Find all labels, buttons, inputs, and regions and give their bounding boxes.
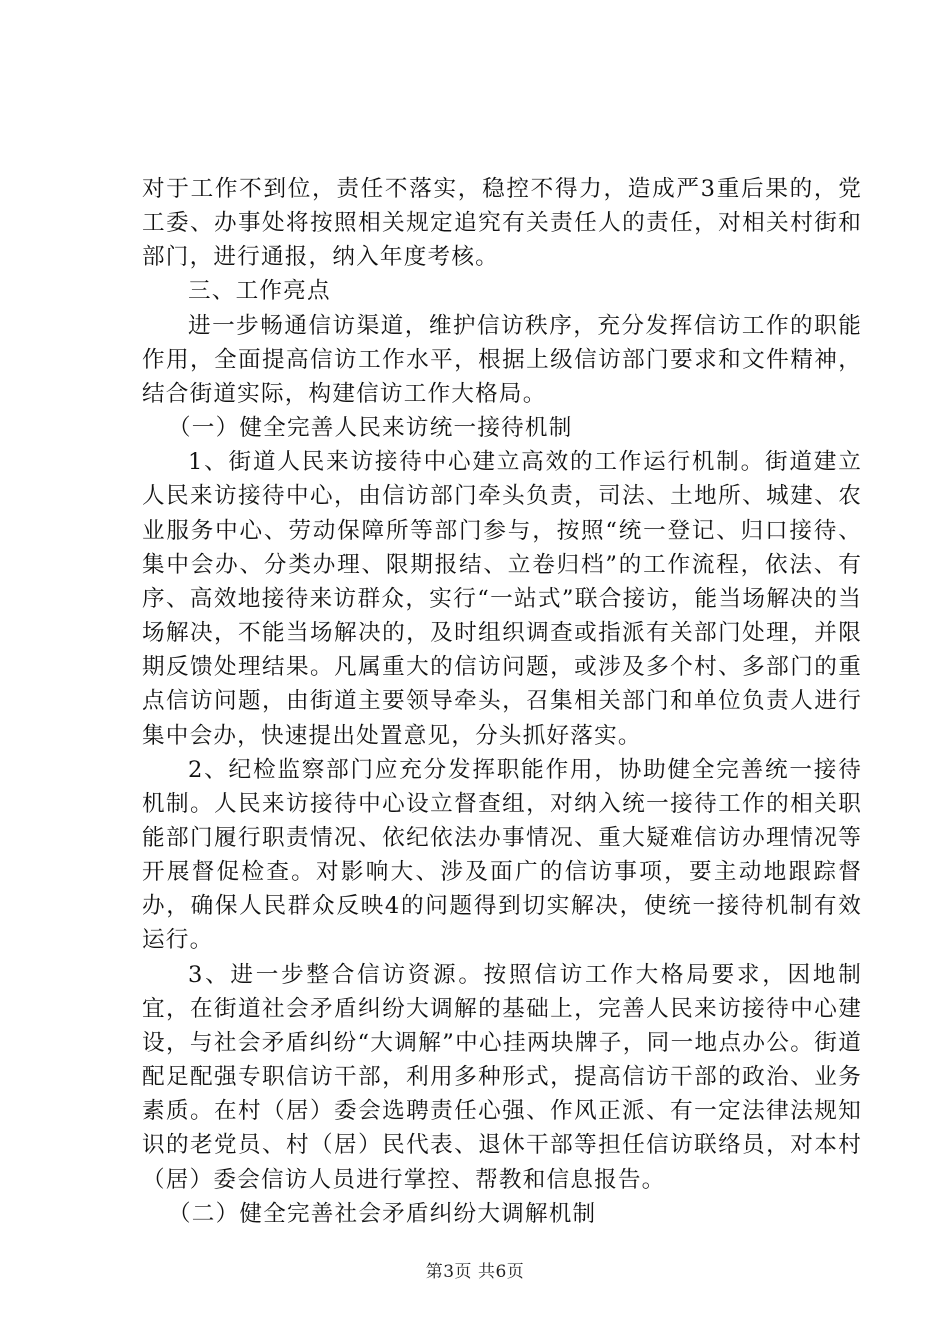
- section-heading-highlights: 三、工作亮点: [188, 278, 331, 305]
- paragraph-accountability: 对于工作不到位，责任不落实，稳控不得力，造成严3重后果的，党工委、办事处将按照相关规定追究有关责任人的责任，对相关村街和部门，进行通报，纳入年度考核。: [142, 176, 862, 271]
- document-body: [142, 172, 862, 1231]
- page-number-footer: 第3页 共6页: [425, 1262, 525, 1282]
- subheading-reception-mechanism: （一）健全完善人民来访统一接待机制: [168, 415, 573, 442]
- subheading-mediation-mechanism: （二）健全完善社会矛盾纠纷大调解机制: [168, 1200, 597, 1227]
- paragraph-item-3: 3、进一步整合信访资源。按照信访工作大格局要求，因地制宜，在街道社会矛盾纠纷大调解的基础上，完善人民来访接待中心建设，与社会矛盾纠纷“大调解”中心挂两块牌子，同一地点办公。街道配足配强专职信访干部，利用多种形式，提高信访干部的政治、业务素质。在村（居）委会选聘责任心强、作风正派、有一定法律法规知识的老党员、村（居）民代表、退休干部等担任信访联络员，对本村（居）委会信访人员进行掌控、帮教和信息报告。: [142, 961, 862, 1193]
- paragraph-item-2: 2、纪检监察部门应充分发挥职能作用，协助健全完善统一接待机制。人民来访接待中心设立督查组，对纳入统一接待工作的相关职能部门履行职责情况、依纪依法办事情况、重大疑难信访办理情况等开展督促检查。对影响大、涉及面广的信访事项，要主动地跟踪督办，确保人民群众反映4的问题得到切实解决，使统一接待机制有效运行。: [142, 756, 862, 954]
- paragraph-intro: 进一步畅通信访渠道，维护信访秩序，充分发挥信访工作的职能作用，全面提高信访工作水平，根据上级信访部门要求和文件精神，结合街道实际，构建信访工作大格局。: [142, 312, 862, 407]
- paragraph-item-1: 1、街道人民来访接待中心建立高效的工作运行机制。街道建立人民来访接待中心，由信访部门牵头负责，司法、土地所、城建、农业服务中心、劳动保障所等部门参与，按照“统一登记、归口接待、集中会办、分类办理、限期报结、立卷归档”的工作流程，依法、有序、高效地接待来访群众，实行“一站式”联合接访，能当场解决的当场解决，不能当场解决的，及时组织调查或指派有关部门处理，并限期反馈处理结果。凡属重大的信访问题，或涉及多个村、多部门的重点信访问题，由街道主要领导牵头，召集相关部门和单位负责人进行集中会办，快速提出处置意见，分头抓好落实。: [142, 449, 862, 749]
